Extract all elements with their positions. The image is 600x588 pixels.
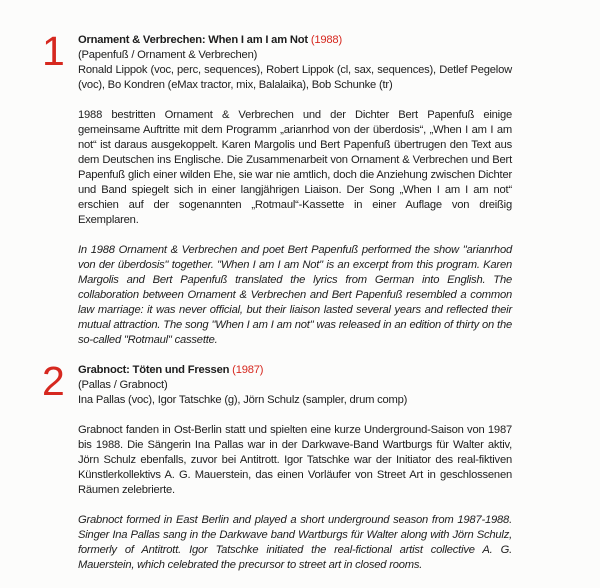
track-number-2: 2	[42, 358, 65, 404]
description-english: Grabnoct formed in East Berlin and played a short underground season from 1987-1988. Singer Ina Pallas sang in the Darkwave band Wartburgs für Walter along with Jörn Schulz, formerly of Antitrott. Igor Tatschke initiated the real-fictional artist collective A. G. Mauerstein, which celebrated the precursor to street art in closed rooms.	[78, 514, 512, 571]
track-title-line	[78, 33, 512, 48]
track-entry-2	[0, 358, 600, 588]
track-number-1: 1	[42, 28, 65, 74]
track-title: Ornament & Verbrechen: When I am I am Not	[78, 34, 308, 46]
track-year: (1987)	[232, 364, 264, 376]
track-content-2	[78, 363, 512, 588]
track-lineup: Ronald Lippok (voc, perc, sequences), Robert Lippok (cl, sax, sequences), Detlef Pegelow (voc), Bo Kondren (eMax tractor, mix, Balalaika), Bob Schunke (tr)	[78, 64, 512, 91]
track-year: (1988)	[310, 34, 342, 46]
track-content-1	[78, 33, 512, 363]
track-lineup: Ina Pallas (voc), Igor Tatschke (g), Jörn Schulz (sampler, drum comp)	[78, 394, 408, 406]
track-title-line	[78, 363, 512, 378]
track-entry-1	[0, 28, 600, 363]
description-english: In 1988 Ornament & Verbrechen and poet Bert Papenfuß performed the show "arianrhod von der überdosis" together. "When I am I am Not" is an excerpt from this program. Karen Margolis and Bert Papenfuß translated the lyrics from German into English. The collaboration between Ornament & Verbrechen and Bert Papenfuß resembled a common law marriage: it was never official, but their liaison lasted several years and reflected their mutual attraction. The song "When I am I am not" was released in an edition of thirty on the so-called "Rotmaul" cassette.	[78, 244, 512, 346]
track-header-2	[78, 363, 512, 408]
description-german: 1988 bestritten Ornament & Verbrechen und der Dichter Bert Papenfuß einige gemeinsame Auftritte mit dem Programm „arianrhod von der überdosis“, „When I am I am not“ ist daraus ausgekoppelt. Karen Margolis und Bert Papenfuß übertrugen den Text aus dem Deutschen ins Englische. Die Zusammenarbeit von Ornament & Verbrechen und Bert Papenfuß glich einer wilden Ehe, sie war nie amtlich, doch die Anziehung zwischen Dichter und Band spiegelt sich in einer langjährigen Liaison. Der Song „When I am I am not“ erschien auf der sogenannten „Rotmaul“-Kassette in einer Auflage von dreißig Exemplaren.	[78, 109, 512, 226]
track-header-1	[78, 33, 512, 93]
track-credit: (Papenfuß / Ornament & Verbrechen)	[78, 49, 258, 61]
track-title: Grabnoct: Töten und Fressen	[78, 364, 230, 376]
description-german: Grabnoct fanden in Ost-Berlin statt und spielten eine kurze Underground-Saison von 1987 bis 1988. Die Sängerin Ina Pallas war in der Darkwave-Band Wartburgs für Walter aktiv, Jörn Schulz ebenfalls, zuvor bei Antitrott. Igor Tatschke war der Initiator des real-fiktiven Künstlerkollektivs A. G. Mauerstein, das einen Vorläufer von Street Art in geschlossenen Räumen zelebrierte.	[78, 424, 512, 496]
track-credit: (Pallas / Grabnoct)	[78, 379, 168, 391]
